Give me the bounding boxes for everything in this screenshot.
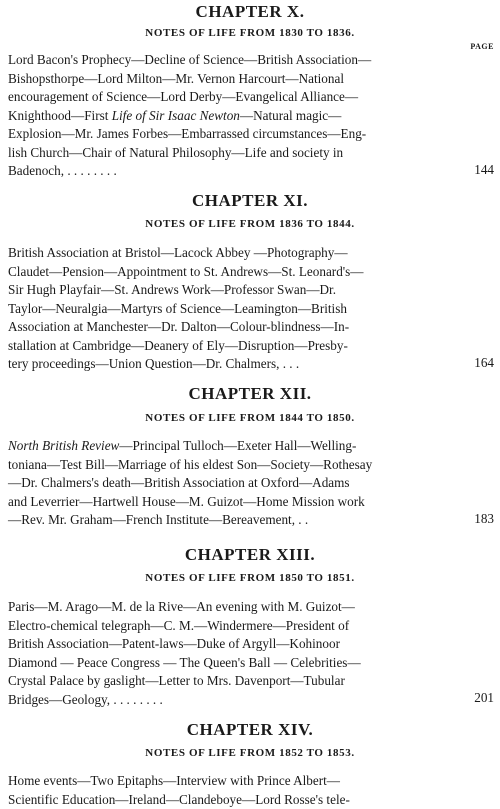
chapter-xii-page-number: 183 (474, 511, 494, 527)
summary-line: Claudet—Pension—Appointment to St. Andrews—St. Leonard's— (8, 263, 460, 282)
summary-line: lish Church—Chair of Natural Philosophy—Life and society in (8, 144, 460, 163)
summary-line: Paris—M. Arago—M. de la Rive—An evening with M. Guizot— (8, 598, 460, 617)
summary-line: stallation at Cambridge—Deanery of Ely—Disruption—Presby- (8, 337, 460, 356)
chapter-x-subtitle: NOTES OF LIFE FROM 1830 TO 1836. (0, 27, 500, 39)
summary-line-rest: —Principal Tulloch—Exeter Hall—Welling- (119, 438, 356, 453)
summary-line: British Association—Patent-laws—Duke of Argyll—Kohinoor (8, 635, 460, 654)
summary-line: Diamond — Peace Congress — The Queen's Ball — Celebrities— (8, 654, 460, 673)
summary-line: Taylor—Neuralgia—Martyrs of Science—Leamington—British (8, 300, 460, 319)
summary-line: Association at Manchester—Dr. Dalton—Colour-blindness—In- (8, 318, 460, 337)
chapter-xiv-title: CHAPTER XIV. (0, 720, 500, 740)
chapter-xii-subtitle: NOTES OF LIFE FROM 1844 TO 1850. (0, 412, 500, 424)
chapter-xiv-subtitle: NOTES OF LIFE FROM 1852 TO 1853. (0, 747, 500, 759)
chapter-x-summary (8, 51, 460, 181)
summary-line: and Leverrier—Hartwell House—M. Guizot—Home Mission work (8, 493, 460, 512)
page-column-header: PAGE (470, 42, 494, 51)
chapter-xiii-page-number: 201 (474, 690, 494, 706)
newton-title-italic: Life of Sir Isaac Newton (112, 108, 240, 123)
summary-line: toniana—Test Bill—Marriage of his eldest Son—Society—Rothesay (8, 456, 460, 475)
summary-line: encouragement of Science—Lord Derby—Evangelical Alliance— (8, 88, 460, 107)
summary-line: Scientific Education—Ireland—Clandeboye—Lord Rosse's tele- (8, 791, 460, 809)
chapter-xiii-summary (8, 598, 460, 709)
chapter-x-title: CHAPTER X. (0, 2, 500, 22)
summary-line: Electro-chemical telegraph—C. M.—Windermere—President of (8, 617, 460, 636)
summary-line (8, 437, 460, 456)
summary-line: —Rev. Mr. Graham—French Institute—Bereavement, . . (8, 511, 460, 530)
summary-line: Knighthood—First Life of Sir Isaac Newton—Natural magic— (8, 107, 460, 126)
chapter-xi-page-number: 164 (474, 355, 494, 371)
chapter-xii-title: CHAPTER XII. (0, 384, 500, 404)
chapter-xiii-subtitle: NOTES OF LIFE FROM 1850 TO 1851. (0, 572, 500, 584)
summary-line: Bridges—Geology, . . . . . . . . (8, 691, 460, 710)
chapter-xiii-title: CHAPTER XIII. (0, 545, 500, 565)
summary-line: tery proceedings—Union Question—Dr. Chalmers, . . . (8, 355, 460, 374)
chapter-xi-title: CHAPTER XI. (0, 191, 500, 211)
summary-line: Explosion—Mr. James Forbes—Embarrassed circumstances—Eng- (8, 125, 460, 144)
summary-line: British Association at Bristol—Lacock Abbey —Photography— (8, 244, 460, 263)
chapter-xi-summary (8, 244, 460, 374)
summary-line: Crystal Palace by gaslight—Letter to Mrs. Davenport—Tubular (8, 672, 460, 691)
summary-line: Badenoch, . . . . . . . . (8, 162, 460, 181)
summary-line: Bishopsthorpe—Lord Milton—Mr. Vernon Harcourt—National (8, 70, 460, 89)
summary-line: Sir Hugh Playfair—St. Andrews Work—Professor Swan—Dr. (8, 281, 460, 300)
chapter-xii-summary (8, 437, 460, 530)
summary-line: Lord Bacon's Prophecy—Decline of Science—British Association— (8, 51, 460, 70)
summary-line: —Dr. Chalmers's death—British Association at Oxford—Adams (8, 474, 460, 493)
chapter-xiv-summary (8, 772, 460, 809)
north-british-review-italic: North British Review (8, 438, 119, 453)
chapter-xi-subtitle: NOTES OF LIFE FROM 1836 TO 1844. (0, 218, 500, 230)
chapter-x-page-number: 144 (474, 162, 494, 178)
summary-line: Home events—Two Epitaphs—Interview with Prince Albert— (8, 772, 460, 791)
